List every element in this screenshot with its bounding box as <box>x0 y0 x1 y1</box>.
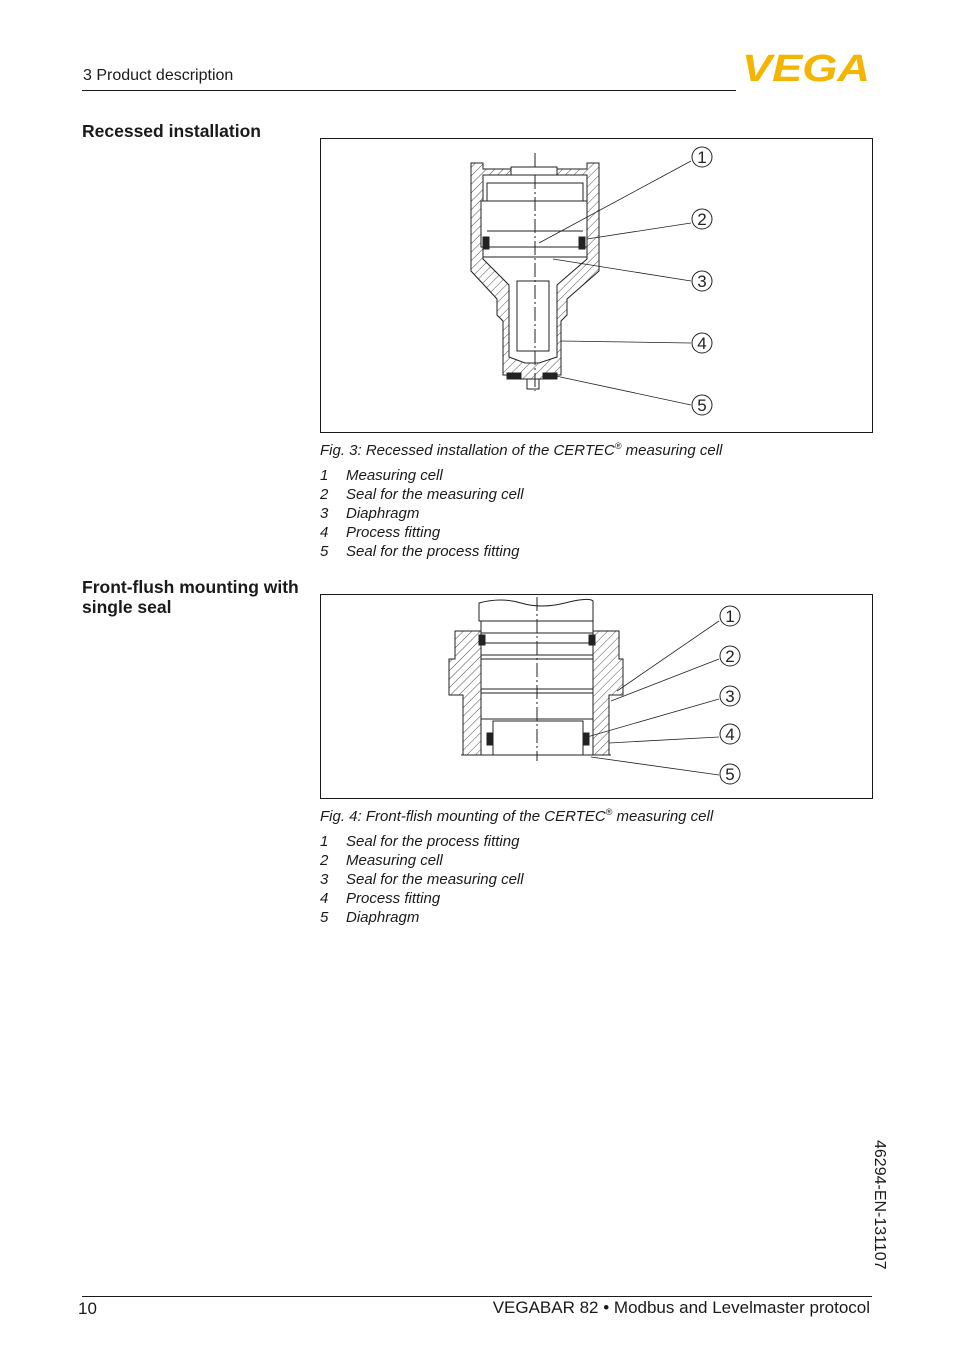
callout-2 <box>720 646 740 666</box>
svg-text:3: 3 <box>725 687 735 706</box>
callout-3 <box>720 686 740 706</box>
section-heading-recessed: Recessed installation <box>82 121 261 141</box>
figure-caption-3: Fig. 3: Recessed installation of the CERTEC® measuring cell <box>320 441 723 459</box>
header-divider <box>82 90 736 91</box>
svg-text:4: 4 <box>697 334 707 353</box>
callout-2 <box>692 209 712 229</box>
figure-recessed-installation <box>320 138 873 433</box>
svg-text:5: 5 <box>725 765 735 784</box>
recessed-installation-drawing <box>321 139 871 431</box>
callout-4 <box>692 333 712 353</box>
callout-5 <box>692 395 712 415</box>
section-heading-front-flush: Front-flush mounting with single seal <box>82 577 299 617</box>
svg-text:3: 3 <box>697 272 707 291</box>
figure-legend-3 <box>320 466 840 561</box>
legend-item: 4 Process fitting <box>320 890 441 907</box>
page-number: 10 <box>78 1299 97 1318</box>
section-title: 3 Product description <box>83 67 234 84</box>
footer-title: VEGABAR 82 • Modbus and Levelmaster protocol <box>492 1298 870 1317</box>
callout-1 <box>692 147 712 167</box>
legend-item: 4 Process fitting <box>320 524 441 541</box>
legend-item: 5 Diaphragm <box>320 909 420 926</box>
svg-text:4: 4 <box>725 725 735 744</box>
footer-divider <box>82 1296 872 1297</box>
svg-text:2: 2 <box>725 647 735 666</box>
figure-front-flush-mounting <box>320 594 873 799</box>
svg-text:1: 1 <box>725 607 735 626</box>
svg-text:2: 2 <box>697 210 707 229</box>
callout-5 <box>720 764 740 784</box>
callout-1 <box>720 606 740 626</box>
front-flush-mounting-drawing <box>321 595 871 797</box>
legend-item: 2 Seal for the measuring cell <box>320 486 524 503</box>
figure-caption-4: Fig. 4: Front-flish mounting of the CERTEC® measuring cell <box>320 807 714 825</box>
legend-item: 1 Measuring cell <box>320 467 443 484</box>
figure-legend-4 <box>320 832 840 927</box>
svg-text:5: 5 <box>697 396 707 415</box>
document-id: 46294-EN-131107 <box>871 1140 888 1270</box>
legend-item: 2 Measuring cell <box>320 852 443 869</box>
vega-logo <box>742 52 872 84</box>
legend-item: 3 Diaphragm <box>320 505 420 522</box>
callout-4 <box>720 724 740 744</box>
legend-item: 3 Seal for the measuring cell <box>320 871 524 888</box>
legend-item: 5 Seal for the process fitting <box>320 543 520 560</box>
legend-item: 1 Seal for the process fitting <box>320 833 520 850</box>
callout-3 <box>692 271 712 291</box>
svg-text:1: 1 <box>697 148 707 167</box>
logo-text: VEGA <box>742 52 870 84</box>
